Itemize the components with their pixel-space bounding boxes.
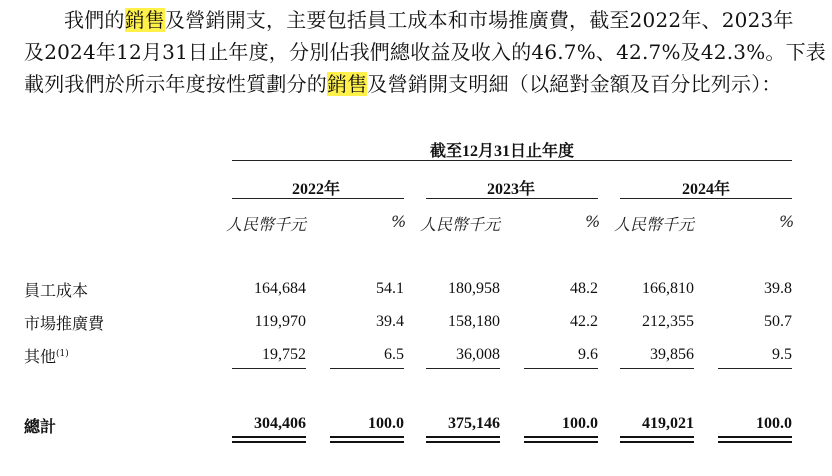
year-header-2023: 2023年 bbox=[487, 181, 536, 198]
total-c5: 100.0 bbox=[756, 415, 792, 432]
intro-paragraph bbox=[24, 4, 827, 100]
unit-amount-2024: 人民幣千元 bbox=[614, 215, 695, 234]
row-label-total: 總計 bbox=[24, 417, 57, 436]
cell-r1-c3: 42.2 bbox=[570, 313, 598, 330]
total-double-rule-bottom-2023-amount bbox=[426, 441, 500, 443]
cell-r0-c2: 180,958 bbox=[448, 280, 500, 297]
subtotal-rule-2022-amount bbox=[232, 368, 306, 369]
unit-percent-2024: % bbox=[779, 212, 795, 231]
total-c3: 100.0 bbox=[562, 415, 598, 432]
row-label-others: 其他$^{(1)}$ bbox=[24, 347, 69, 366]
total-double-rule-top-2023-amount bbox=[426, 436, 500, 438]
footnote-marker: (1) bbox=[56, 349, 69, 359]
year-header-2022: 2022年 bbox=[292, 181, 341, 198]
year-rule-2022 bbox=[232, 198, 404, 199]
cell-r2-c2: 36,008 bbox=[456, 346, 500, 363]
unit-amount-2022: 人民幣千元 bbox=[226, 215, 307, 234]
total-double-rule-bottom-2023-percent bbox=[524, 441, 598, 443]
cell-r0-c1: 54.1 bbox=[376, 280, 404, 297]
cell-r1-c0: 119,970 bbox=[254, 313, 306, 330]
highlight-sales: 銷售 bbox=[124, 8, 166, 32]
row-label-staff-cost: 員工成本 bbox=[24, 281, 89, 300]
year-rule-2023 bbox=[426, 198, 598, 199]
cell-r0-c5: 39.8 bbox=[764, 280, 792, 297]
cell-r0-c3: 48.2 bbox=[570, 280, 598, 297]
total-double-rule-top-2024-amount bbox=[620, 436, 694, 438]
cell-r0-c0: 164,684 bbox=[254, 280, 306, 297]
total-c1: 100.0 bbox=[368, 415, 404, 432]
paragraph-line-1: 我們的銷售及營銷開支，主要包括員工成本和市場推廣費，截至2022年、2023年 bbox=[64, 8, 794, 32]
cell-r2-c5: 9.5 bbox=[772, 346, 792, 363]
cell-r2-c4: 39,856 bbox=[650, 346, 694, 363]
cell-r2-c0: 19,752 bbox=[262, 346, 306, 363]
cell-r1-c1: 39.4 bbox=[376, 313, 404, 330]
cell-r1-c2: 158,180 bbox=[448, 313, 500, 330]
period-header: 截至12月31日止年度 bbox=[430, 143, 575, 160]
total-c0: 304,406 bbox=[254, 415, 306, 432]
total-double-rule-top-2024-percent bbox=[718, 436, 792, 438]
subtotal-rule-2024-percent bbox=[718, 368, 792, 369]
total-c4: 419,021 bbox=[642, 415, 694, 432]
year-header-2024: 2024年 bbox=[682, 181, 731, 198]
highlight-sales: 銷售 bbox=[327, 72, 368, 96]
row-label-marketing: 市場推廣費 bbox=[24, 314, 105, 333]
cell-r1-c4: 212,355 bbox=[642, 313, 694, 330]
subtotal-rule-2023-amount bbox=[426, 368, 500, 369]
cell-r2-c3: 9.6 bbox=[578, 346, 598, 363]
cell-r2-c1: 6.5 bbox=[384, 346, 404, 363]
total-double-rule-top-2022-percent bbox=[330, 436, 404, 438]
subtotal-rule-2024-amount bbox=[620, 368, 694, 369]
total-double-rule-bottom-2022-percent bbox=[330, 441, 404, 443]
unit-percent-2022: % bbox=[391, 212, 407, 231]
total-double-rule-bottom-2022-amount bbox=[232, 441, 306, 443]
year-rule-2024 bbox=[620, 198, 792, 199]
subtotal-rule-2023-percent bbox=[524, 368, 598, 369]
subtotal-rule-2022-percent bbox=[330, 368, 404, 369]
total-double-rule-top-2023-percent bbox=[524, 436, 598, 438]
cell-r1-c5: 50.7 bbox=[764, 313, 792, 330]
total-double-rule-top-2022-amount bbox=[232, 436, 306, 438]
total-c2: 375,146 bbox=[448, 415, 500, 432]
unit-percent-2023: % bbox=[585, 212, 601, 231]
period-header-rule bbox=[232, 160, 792, 161]
unit-amount-2023: 人民幣千元 bbox=[420, 215, 501, 234]
paragraph-line-2: 及2024年12月31日止年度，分別佔我們總收益及收入的46.7%、42.7%及42.3%。下表 bbox=[24, 40, 827, 64]
total-double-rule-bottom-2024-amount bbox=[620, 441, 694, 443]
paragraph-line-3: 載列我們於所示年度按性質劃分的銷售及營銷開支明細（以絕對金額及百分比列示）： bbox=[24, 72, 782, 96]
total-double-rule-bottom-2024-percent bbox=[718, 441, 792, 443]
cell-r0-c4: 166,810 bbox=[642, 280, 694, 297]
